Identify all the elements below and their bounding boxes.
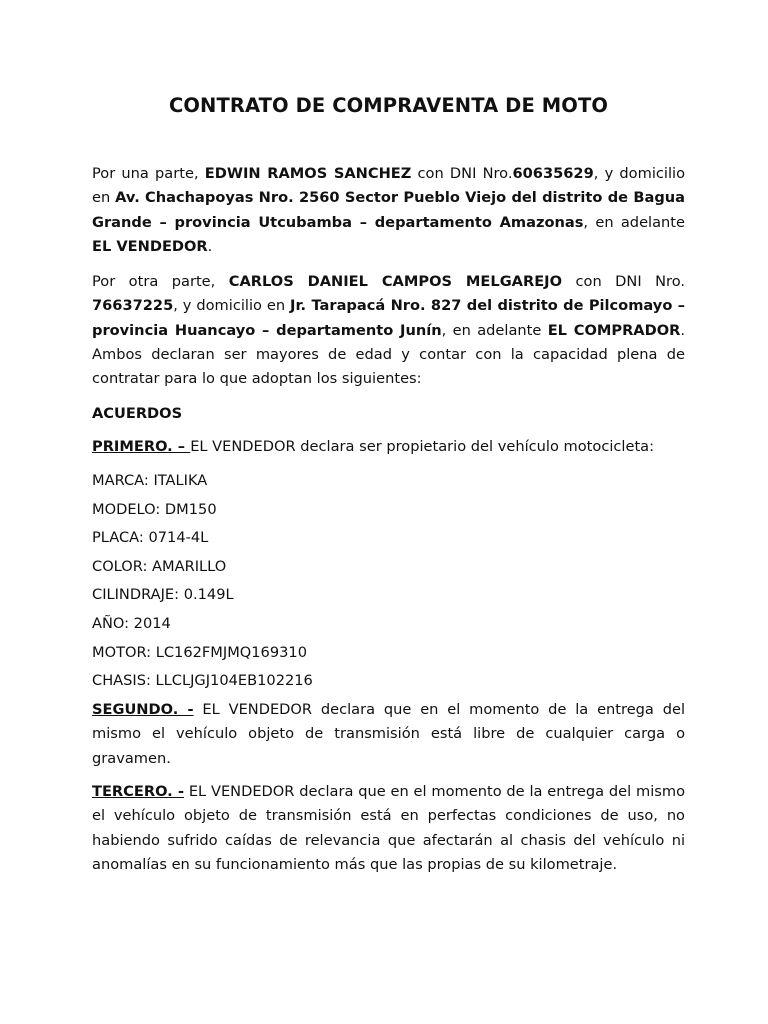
buyer-address-label: , y domicilio en bbox=[173, 297, 291, 315]
seller-address: Av. Chachapoyas Nro. 2560 Sector Pueblo Viejo del distrito de Bagua Grande – provincia Utcubamba – departamento Amazonas bbox=[92, 189, 685, 231]
acuerdos-heading bbox=[92, 404, 182, 424]
vehicle-motor: MOTOR: LC162FMJMQ169310 bbox=[92, 644, 307, 661]
buyer-intro-text: Por otra parte, bbox=[92, 273, 229, 290]
seller-role: EL VENDEDOR bbox=[92, 237, 208, 255]
seller-intro-text: Por una parte, bbox=[92, 165, 205, 182]
primero-clause bbox=[92, 437, 654, 457]
tercero-label: TERCERO. - bbox=[92, 783, 185, 800]
primero-text: EL VENDEDOR declara ser propietario del vehículo motocicleta: bbox=[190, 438, 655, 455]
buyer-address: Jr. Tarapacá Nro. 827 del distrito de Pilcomayo – provincia Huancayo – departamento Junín bbox=[92, 297, 686, 339]
seller-name: EDWIN RAMOS SANCHEZ bbox=[204, 165, 412, 182]
seller-end-text: . bbox=[207, 237, 213, 255]
segundo-label: SEGUNDO. - bbox=[92, 701, 194, 718]
primero-label: PRIMERO. – bbox=[92, 438, 191, 455]
tercero-text: EL VENDEDOR declara que en el momento de la entrega del mismo el vehículo objeto de transmisión está en perfectas condiciones de uso, no habiendo sufrido caídas de relevancia que afectarán al chasis del vehículo ni anomalías en su funcionamiento más que las propias de su kilometraje. bbox=[92, 783, 685, 873]
seller-dni-label: con DNI Nro. bbox=[411, 165, 513, 182]
seller-role-label: , en adelante bbox=[583, 213, 685, 231]
tercero-clause bbox=[92, 780, 685, 877]
vehicle-color: COLOR: AMARILLO bbox=[92, 558, 227, 575]
buyer-role: EL COMPRADOR bbox=[547, 321, 681, 339]
buyer-role-label: , en adelante bbox=[441, 321, 548, 339]
vehicle-marca: MARCA: ITALIKA bbox=[92, 472, 208, 489]
seller-dni: 60635629 bbox=[512, 165, 594, 182]
buyer-dni-label: con DNI Nro. bbox=[562, 273, 685, 290]
seller-paragraph bbox=[92, 162, 685, 259]
vehicle-modelo: MODELO: DM150 bbox=[92, 501, 217, 518]
document-title: CONTRATO DE COMPRAVENTA DE MOTO bbox=[168, 94, 609, 117]
acuerdos-heading-text: ACUERDOS bbox=[92, 405, 183, 422]
seller-address-label: , y domicilio en bbox=[92, 165, 685, 207]
segundo-clause bbox=[92, 698, 685, 771]
buyer-dni: 76637225 bbox=[92, 297, 174, 315]
buyer-paragraph bbox=[92, 270, 685, 391]
buyer-name: CARLOS DANIEL CAMPOS MELGAREJO bbox=[228, 273, 563, 290]
vehicle-chasis: CHASIS: LLCLJGJ104EB102216 bbox=[92, 672, 313, 689]
vehicle-cilindraje: CILINDRAJE: 0.149L bbox=[92, 586, 234, 603]
segundo-text: EL VENDEDOR declara que en el momento de la entrega del mismo el vehículo objeto de transmisión está libre de cualquier carga o gravamen. bbox=[92, 701, 686, 767]
buyer-end-text: . Ambos declaran ser mayores de edad y contar con la capacidad plena de contratar para lo que adoptan los siguientes: bbox=[92, 321, 685, 388]
vehicle-placa: PLACA: 0714-4L bbox=[92, 529, 209, 546]
vehicle-anio: AÑO: 2014 bbox=[92, 615, 171, 632]
